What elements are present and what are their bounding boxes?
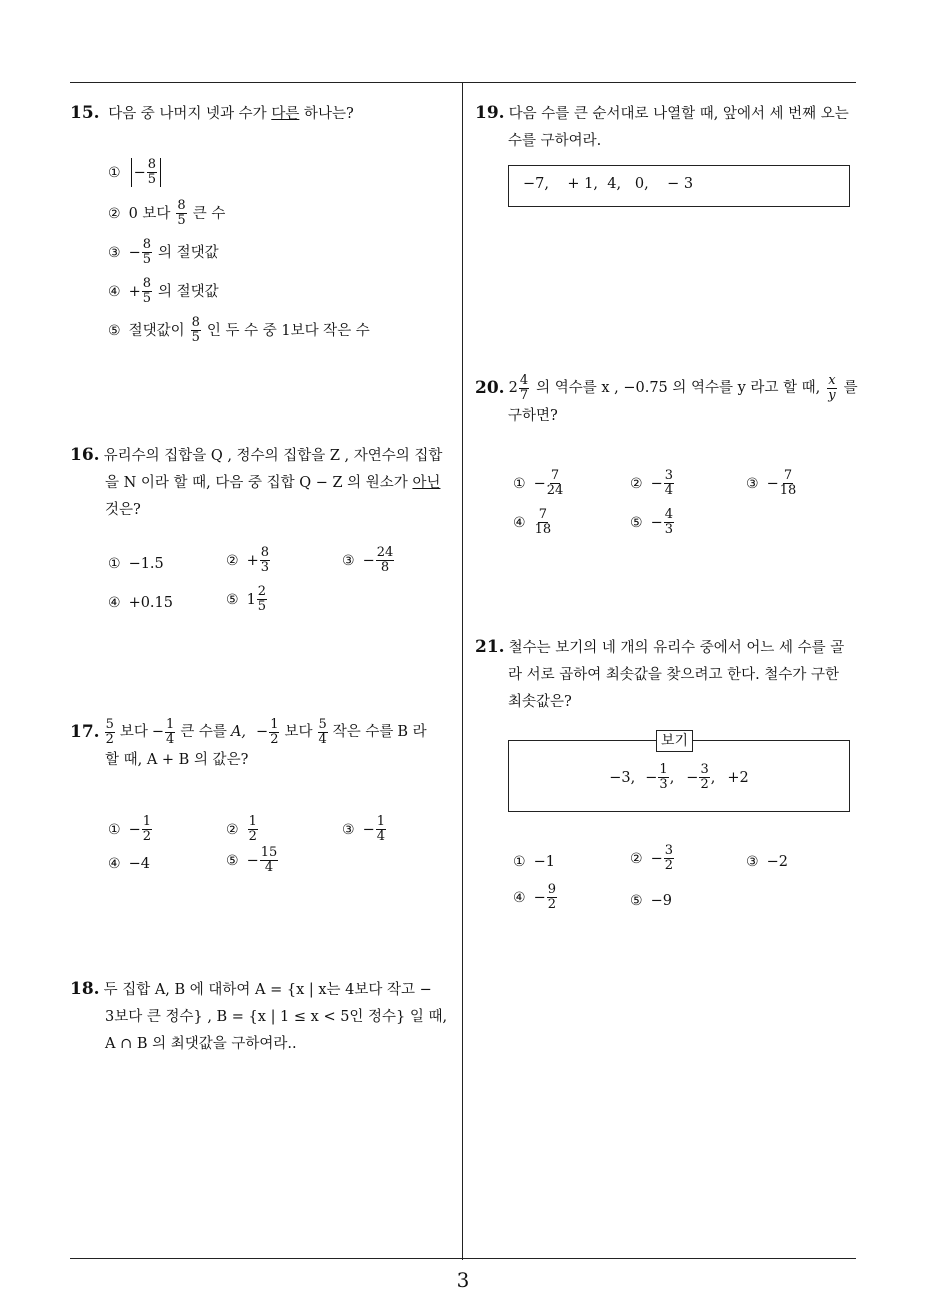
q20-option-2[interactable]: ② − $\frac{3}{4}$ [630,468,673,498]
q17-option-2[interactable]: ② $\frac{1}{2}$ [226,814,257,844]
q21-example-box: −3, − $\frac{1}{3}$ , − $\frac{3}{2}$ , +2 [508,740,850,812]
q21-option-3[interactable]: ③ −2 [746,854,788,870]
question-18: 18. 두 집합 A, B 에 대하여 A = {x | x는 4보다 작고 − 3보다 큰 정수} , B = {x | 1 ≤ x < 5인 정수} 일 때, A ∩ B 의 최댓값을 구하여라.. [70,979,448,1052]
column-divider [462,82,463,1260]
question-19: 19. 다음 수를 큰 순서대로 나열할 때, 앞에서 세 번째 오는 수를 구하여라. [475,103,849,149]
q16-option-1[interactable]: ① −1.5 [108,556,164,572]
bottom-rule [70,1258,856,1259]
question-17: 17. $\frac{5}{2}$ 보다 − $\frac{1}{4}$ 큰 수를 A, − $\frac{1}{2}$ 보다 $\frac{5}{4}$ 작은 수를 B 라 할 때, A + B 의 값은? [70,717,427,768]
q15-option-3[interactable]: ③ − $\frac{8}{5}$ 의 절댓값 [108,237,219,267]
q16-option-5[interactable]: ⑤ 1 $\frac{2}{5}$ [226,584,267,614]
absolute-value: − $\frac{8}{5}$ [131,158,161,187]
question-15: 15. 다음 중 나머지 넷과 수가 다른 하나는? [70,103,354,123]
q21-option-2[interactable]: ② − $\frac{3}{2}$ [630,843,673,873]
question-16: 16. 유리수의 집합을 Q , 정수의 집합을 Z , 자연수의 집합 을 N 이라 할 때, 다음 중 집합 Q − Z 의 원소가 아닌 것은? [70,445,443,518]
q16-option-2[interactable]: ② + $\frac{8}{3}$ [226,545,269,575]
q15-option-1[interactable]: ① − $\frac{8}{5}$ [108,158,163,187]
q21-box-label: 보기 [656,730,693,752]
q16-option-4[interactable]: ④ +0.15 [108,595,173,611]
page-number: 3 [456,1268,470,1292]
q17-option-5[interactable]: ⑤ − $\frac{15}{4}$ [226,845,278,875]
q20-option-4[interactable]: ④ $\frac{7}{18}$ [513,507,552,537]
question-21: 21. 철수는 보기의 네 개의 유리수 중에서 어느 세 수를 골 라 서로 곱하여 최솟값을 찾으려고 한다. 철수가 구한 최솟값은? [475,637,845,710]
question-20: 20. 2 $\frac{4}{7}$ 의 역수를 x , −0.75 의 역수를 y 라고 할 때, $\frac{x}{y}$ 를 구하면? [475,373,858,424]
q21-option-1[interactable]: ① −1 [513,854,555,870]
q17-option-4[interactable]: ④ −4 [108,856,150,872]
q21-option-5[interactable]: ⑤ −9 [630,893,672,909]
q15-option-2[interactable]: ② 0 보다 $\frac{8}{5}$ 큰 수 [108,198,226,228]
q19-number-box: −7, + 1, 4, 0, − 3 [508,165,850,207]
q20-option-1[interactable]: ① − $\frac{7}{24}$ [513,468,564,498]
top-rule [70,82,856,83]
q17-option-3[interactable]: ③ − $\frac{1}{4}$ [342,814,385,844]
q17-option-1[interactable]: ① − $\frac{1}{2}$ [108,814,151,844]
q20-option-3[interactable]: ③ − $\frac{7}{18}$ [746,468,797,498]
q21-option-4[interactable]: ④ − $\frac{9}{2}$ [513,882,556,912]
q16-option-3[interactable]: ③ − $\frac{24}{8}$ [342,545,394,575]
q15-option-5[interactable]: ⑤ 절댓값이 $\frac{8}{5}$ 인 두 수 중 1보다 작은 수 [108,315,370,345]
q15-option-4[interactable]: ④ + $\frac{8}{5}$ 의 절댓값 [108,276,219,306]
q20-option-5[interactable]: ⑤ − $\frac{4}{3}$ [630,507,673,537]
